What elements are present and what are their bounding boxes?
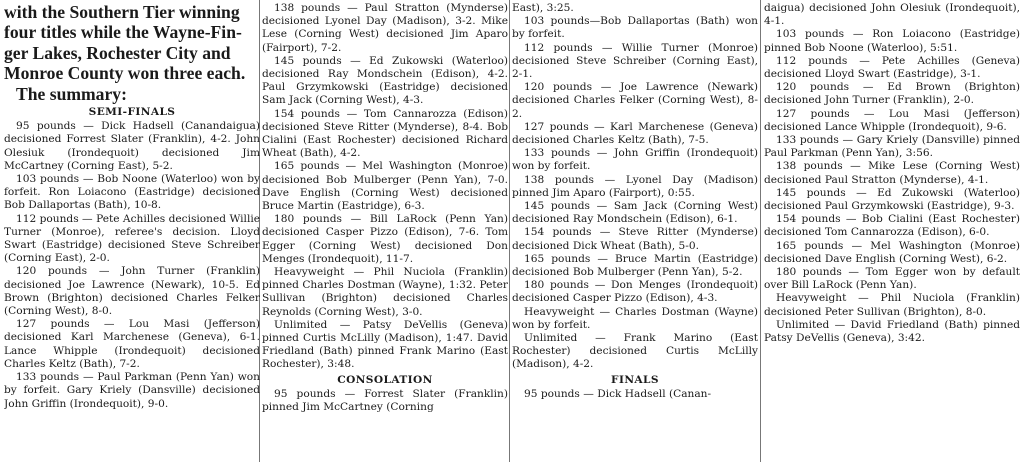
result-paragraph: 180 pounds — Don Menges (Irondequoit) decisioned Casper Pizzo (Edison), 4-3. [512,279,758,305]
column-3 [512,2,758,460]
result-paragraph: 95 pounds — Dick Hadsell (Canan- [524,387,712,400]
result-paragraph: 120 pounds — Ed Brown (Brighton) decisioned John Turner (Franklin), 2-0. [764,81,1020,107]
lead-paragraph [4,2,260,104]
column-4 [764,2,1020,460]
result-paragraph: 138 pounds — Mike Lese (Corning West) decisioned Paul Stratton (Mynderse), 4-1. [764,160,1020,186]
result-paragraph: daigua) decisioned John Olesiuk (Irondequoit), 4-1. [764,2,1020,28]
result-paragraph: Unlimited — Frank Marino (East Rochester) decisioned Curtis McLilly (Madison), 4-2. [512,332,758,371]
result-paragraph: 154 pounds — Steve Ritter (Mynderse) decisioned Dick Wheat (Bath), 5-0. [512,226,758,252]
result-paragraph: Unlimited — David Friedland (Bath) pinned Patsy DeVellis (Geneva), 3:42. [764,318,1020,345]
result-paragraph: 138 pounds — Paul Stratton (Mynderse) decisioned Lyonel Day (Madison), 3-2. Mike Lese (Corning West) decisioned Jim Aparo (Fairport), 7-2. [262,2,508,54]
result-paragraph: 112 pounds — Willie Turner (Monroe) decisioned Steve Schreiber (Corning East), 2-1. [512,41,758,81]
result-paragraph: 154 pounds — Tom Cannarozza (Edison) decisioned Steve Ritter (Mynderse), 8-4. Bob Cialini (East Rochester) decisioned Richard Wheat (Bath), 4-2. [262,107,508,160]
section-heading-finals: FINALS [611,373,659,386]
result-paragraph: 145 pounds — Sam Jack (Corning West) decisioned Ray Mondschein (Edison), 6-1. [512,200,758,226]
result-paragraph: Heavyweight — Charles Dostman (Wayne) won by forfeit. [512,305,758,331]
column-rule [509,0,510,462]
result-paragraph: 133 pounds — Paul Parkman (Penn Yan) won by forfeit. Gary Kriely (Dansville) decisioned John Griffin (Irondequoit), 9-0. [4,371,260,410]
lead-line: ger Lakes, Rochester City and [4,42,231,63]
result-paragraph: 103 pounds — Ron Loiacono (Eastridge) pinned Bob Noone (Waterloo), 5:51. [764,28,1020,54]
result-paragraph: 133 pounds — Gary Kriely (Dansville) pinned Paul Parkman (Penn Yan), 3:56. [764,134,1020,160]
result-paragraph: 120 pounds — John Turner (Franklin) decisioned Joe Lawrence (Newark), 10-5. Ed Brown (Brighton) decisioned Charles Felker (Corning West), 8-0. [4,265,260,318]
result-paragraph: 95 pounds — Dick Hadsell (Canandaigua) decisioned Forrest Slater (Franklin), 4-2. John Olesiuk (Irondequoit) decisioned Jim McCartney (Corning East), 5-2. [4,120,260,172]
result-paragraph: 165 pounds — Bruce Martin (Eastridge) decisioned Bob Mulberger (Penn Yan), 5-2. [512,252,758,279]
result-paragraph: 165 pounds — Mel Washington (Monroe) decisioned Bob Mulberger (Penn Yan), 7-0. Dave English (Corning West) decisioned Bruce Martin (Eastridge), 6-3. [262,160,508,213]
section-heading-consolation: CONSOLATION [337,373,433,386]
section-heading-semi-finals: SEMI-FINALS [88,106,176,119]
result-paragraph: 112 pounds — Pete Achilles (Geneva) decisioned Lloyd Swart (Eastridge), 3-1. [764,54,1020,81]
result-paragraph: 112 pounds — Pete Achilles decisioned Willie Turner (Monroe), referee's decision. Lloyd Swart (Eastridge) decisioned Steve Schreiber (Corning East), 2-0. [4,212,260,265]
result-paragraph: Heavyweight — Phil Nuciola (Franklin) decisioned Peter Sullivan (Brighton), 8-0. [764,292,1020,318]
result-paragraph: Unlimited — Patsy DeVellis (Geneva) pinned Curtis McLilly (Madison), 1:47. David Friedland (Bath) pinned Frank Marino (East Rochester), 3:48. [262,318,508,371]
result-paragraph: 145 pounds — Ed Zukowski (Waterloo) decisioned Ray Mondschein (Edison), 4-2. Paul Grzymkowski (Eastridge) decisioned Sam Jack (Corning West), 4-3. [262,54,508,107]
result-paragraph: 127 pounds — Karl Marchenese (Geneva) decisioned Charles Keltz (Bath), 7-5. [512,120,758,147]
column-rule [760,0,761,462]
result-paragraph: 127 pounds — Lou Masi (Jefferson) decisioned Karl Marchenese (Geneva), 6-1. Lance Whipple (Irondequoit) decisioned Charles Keltz (Bath), 7-2. [4,318,260,370]
result-paragraph: 120 pounds — Joe Lawrence (Newark) decisioned Charles Felker (Corning West), 8-2. [512,81,758,120]
column-1 [4,2,260,460]
result-paragraph: 103 pounds — Bob Noone (Waterloo) won by forfeit. Ron Loiacono (Eastridge) decisioned Bob Dallaportas (Bath), 10-8. [4,173,260,212]
lead-line: four titles while the Wayne-Fin- [4,22,242,43]
result-paragraph: 103 pounds—Bob Dallaportas (Bath) won by forfeit. [512,15,758,41]
result-paragraph: East), 3:25. [512,2,574,14]
result-paragraph: 127 pounds — Lou Masi (Jefferson) decisioned Lance Whipple (Irondequoit), 9-6. [764,107,1020,133]
result-paragraph: 138 pounds — Lyonel Day (Madison) pinned Jim Aparo (Fairport), 0:55. [512,173,758,199]
result-paragraph: Heavyweight — Phil Nuciola (Franklin) pinned Charles Dostman (Wayne), 1:32. Peter Sullivan (Brighton) decisioned Charles Reynolds (Corning West), 3-0. [262,266,508,318]
lead-line: The summary: [16,83,127,104]
result-paragraph: 133 pounds — John Griffin (Irondequoit) won by forfeit. [512,147,758,173]
column-2 [262,2,508,460]
result-paragraph: 165 pounds — Mel Washington (Monroe) decisioned Dave English (Corning West), 6-2. [764,239,1020,265]
lead-line: Monroe County won three each. [4,63,246,84]
result-paragraph: 154 pounds — Bob Cialini (East Rochester) decisioned Tom Cannarozza (Edison), 6-0. [764,213,1020,239]
result-paragraph: 180 pounds — Bill LaRock (Penn Yan) decisioned Casper Pizzo (Edison), 7-6. Tom Egger (Corning West) decisioned Don Menges (Irondequoit), 11-7. [262,213,508,265]
result-paragraph: 145 pounds — Ed Zukowski (Waterloo) decisioned Paul Grzymkowski (Eastridge), 9-3. [764,186,1020,213]
lead-line: with the Southern Tier winning [4,2,240,22]
result-paragraph: 180 pounds — Tom Egger won by default over Bill LaRock (Penn Yan). [764,266,1020,292]
result-paragraph: 95 pounds — Forrest Slater (Franklin) pinned Jim McCartney (Corning [262,387,508,414]
